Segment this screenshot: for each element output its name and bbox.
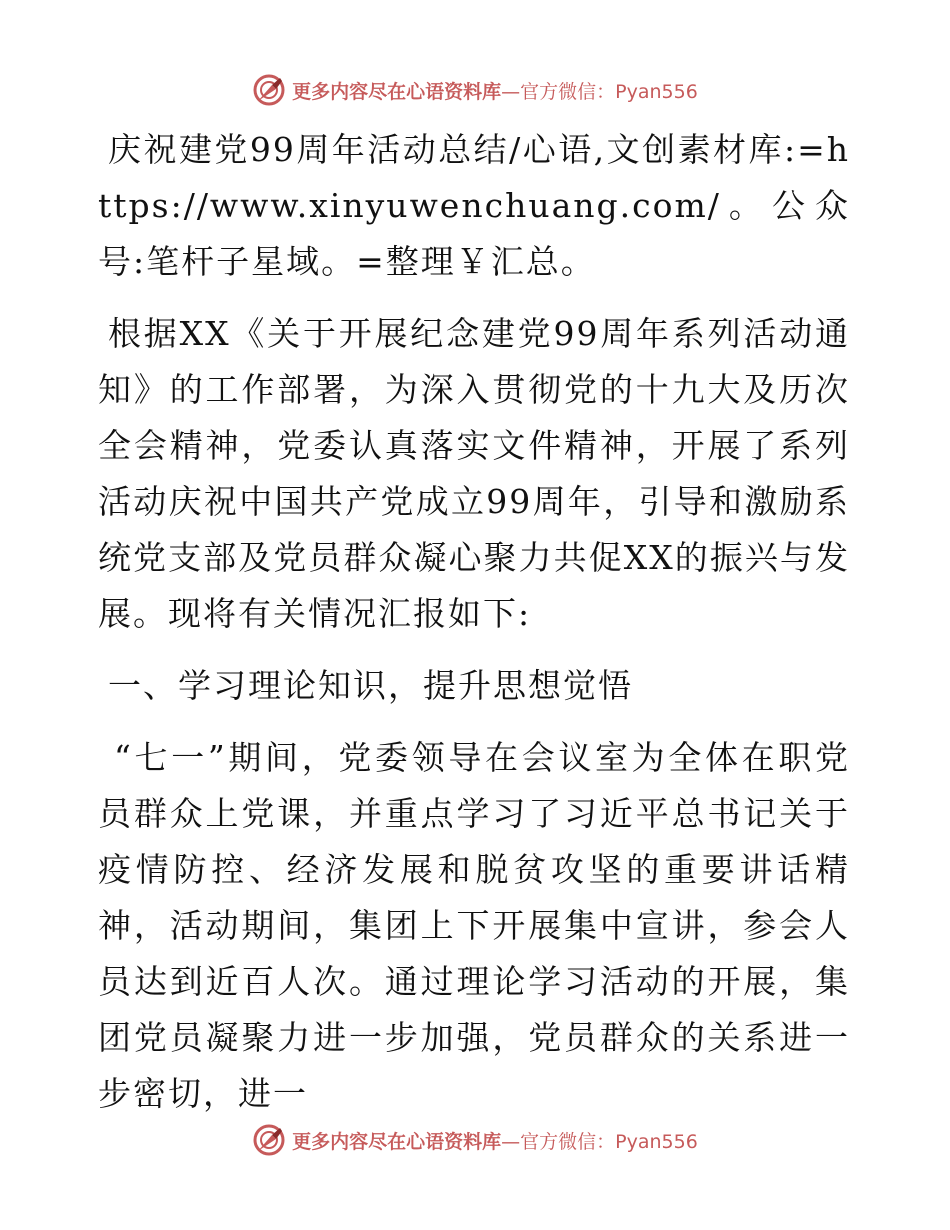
section-heading: 一、学习理论知识，提升思想觉悟 <box>108 666 633 705</box>
brand-logo-icon <box>252 1123 286 1157</box>
header-watermark-banner <box>0 70 950 110</box>
banner-text <box>292 77 698 104</box>
banner-dash: — <box>501 1130 521 1153</box>
footer-watermark-banner <box>0 1120 950 1160</box>
document-body <box>98 122 850 1122</box>
banner-title: 更多内容尽在心语资料库 <box>292 1130 502 1153</box>
banner-text <box>292 1127 698 1154</box>
banner-title: 更多内容尽在心语资料库 <box>292 80 502 103</box>
banner-wechat: 官方微信：Pyan556 <box>520 80 698 103</box>
banner-dash: — <box>501 80 521 103</box>
banner-wechat: 官方微信：Pyan556 <box>520 1130 698 1153</box>
brand-logo-icon <box>252 73 286 107</box>
intro-paragraph: 庆祝建党99周年活动总结/心语,文创素材库:=https://www.xinyuwenchuang.com/。公众号:笔杆子星域。=整理￥汇总。 <box>98 130 850 281</box>
background-paragraph: 根据XX《关于开展纪念建党99周年系列活动通知》的工作部署，为深入贯彻党的十九大及历次全会精神，党委认真落实文件精神，开展了系列活动庆祝中国共产党成立99周年，引导和激励系统党支部及党员群众凝心聚力共促XX的振兴与发展。现将有关情况汇报如下: <box>98 314 850 633</box>
section-paragraph: “七一”期间，党委领导在会议室为全体在职党员群众上党课，并重点学习了习近平总书记关于疫情防控、经济发展和脱贫攻坚的重要讲话精神，活动期间，集团上下开展集中宣讲，参会人员达到近百人次。通过理论学习活动的开展，集团党员凝聚力进一步加强，党员群众的关系进一步密切，进一 <box>98 738 850 1113</box>
